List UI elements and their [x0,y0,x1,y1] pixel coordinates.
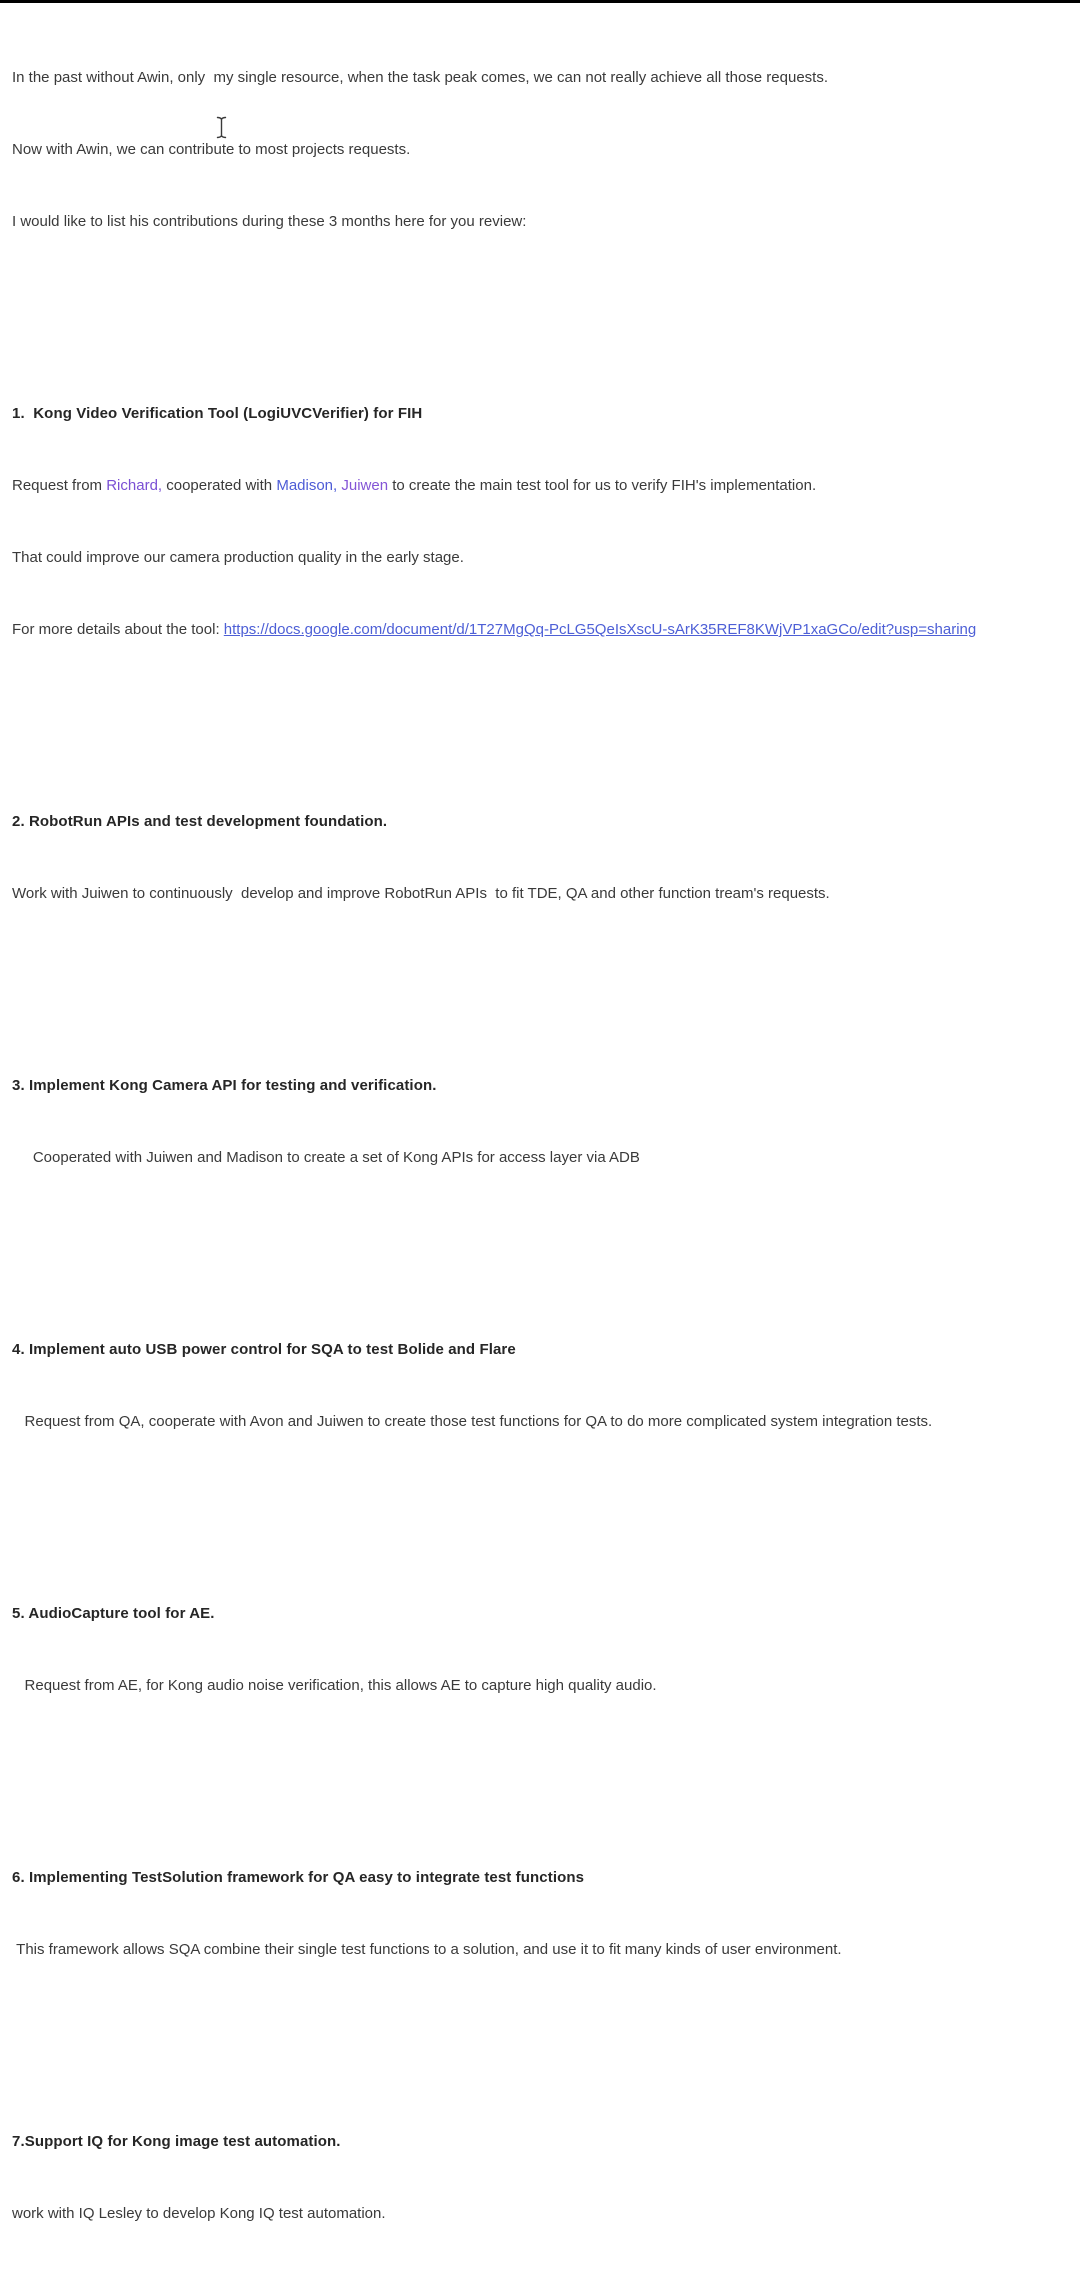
blank-line [12,714,1070,738]
blank-line [12,1506,1070,1530]
section-1-text-1: Request from [12,477,107,494]
section-1-heading: 1. Kong Video Verification Tool (LogiUVCVerifier) for FIH [12,405,423,422]
intro-line-2: Now with Awin, we can contribute to most projects requests. [12,141,411,158]
document-body [12,0,1070,2274]
section-1-line-2: That could improve our camera production quality in the early stage. [12,549,464,566]
section-6-heading: 6. Implementing TestSolution framework for QA easy to integrate test functions [12,1869,585,1886]
section-7-heading: 7.Support IQ for Kong image test automation. [12,2133,341,2150]
blank-line [12,978,1070,1002]
section-3-heading: 3. Implement Kong Camera API for testing and verification. [12,1077,437,1094]
blank-line [12,306,1070,330]
intro-line-1: In the past without Awin, only my single resource, when the task peak comes, we can not really achieve all those requests. [12,69,828,86]
section-5-body: Request from AE, for Kong audio noise verification, this allows AE to capture high quality audio. [12,1677,657,1694]
section-1-link-prefix: For more details about the tool: [12,621,224,638]
blank-line [12,1242,1070,1266]
top-black-bar [0,0,1080,3]
mention-madison[interactable]: Madison, [276,477,338,494]
google-doc-link[interactable]: https://docs.google.com/document/d/1T27MgQq-PcLG5QeIsXscU-sArK35REF8KWjVP1xaGCo/edit?usp=sharing [223,621,977,638]
intro-line-3: I would like to list his contributions during these 3 months here for you review: [12,213,527,230]
blank-line [12,1770,1070,1794]
section-6-body: This framework allows SQA combine their single test functions to a solution, and use it to fit many kinds of user environment. [12,1941,842,1958]
section-1-text-2: cooperated with [162,477,277,494]
section-1-line-3 [12,618,1070,642]
section-7-body: work with IQ Lesley to develop Kong IQ test automation. [12,2205,386,2222]
blank-line [12,2034,1070,2058]
section-2-body: Work with Juiwen to continuously develop and improve RobotRun APIs to fit TDE, QA and other function tream's requests. [12,885,830,902]
section-4-body: Request from QA, cooperate with Avon and Juiwen to create those test functions for QA to do more complicated system integration tests. [12,1413,933,1430]
mention-juiwen[interactable]: Juiwen [341,477,389,494]
section-3-body: Cooperated with Juiwen and Madison to create a set of Kong APIs for access layer via ADB [12,1149,640,1166]
section-1-text-4: to create the main test tool for us to verify FIH's implementation. [388,477,817,494]
section-4-heading: 4. Implement auto USB power control for SQA to test Bolide and Flare [12,1341,516,1358]
mention-richard[interactable]: Richard, [106,477,163,494]
section-5-heading: 5. AudioCapture tool for AE. [12,1605,215,1622]
section-2-heading: 2. RobotRun APIs and test development foundation. [12,813,388,830]
section-1-line-1 [12,474,1070,498]
